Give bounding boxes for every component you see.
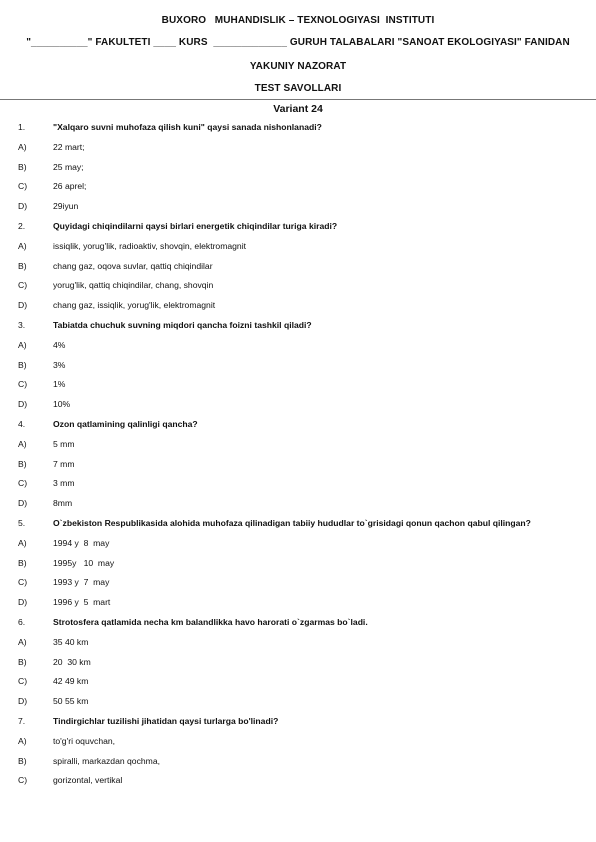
answer-option — [0, 276, 596, 296]
option-letter: C) — [18, 676, 28, 687]
option-text: yorug'lik, qattiq chiqindilar, chang, shovqin — [53, 280, 214, 291]
option-text: chang gaz, oqova suvlar, qattiq chiqindilar — [53, 260, 213, 271]
question-text: Quyidagi chiqindilarni qaysi birlari energetik chiqindilar turiga kiradi? — [53, 220, 338, 231]
answer-option — [0, 336, 596, 356]
answer-option — [0, 257, 596, 277]
variant-label: Variant 24 — [273, 103, 323, 115]
question-2 — [0, 217, 596, 237]
question-number: 1. — [18, 122, 26, 132]
question-number: 2. — [18, 220, 26, 231]
option-text: to'g'ri oquvchan, — [53, 735, 116, 746]
option-letter: B) — [18, 161, 27, 172]
option-text: 8mm — [53, 498, 73, 509]
exam-title: YAKUNIY NAZORAT — [249, 61, 347, 72]
question-number: 6. — [18, 616, 26, 627]
question-4 — [0, 415, 596, 435]
option-letter: C) — [18, 379, 28, 390]
answer-option — [0, 593, 596, 613]
question-1 — [0, 118, 596, 138]
option-text: chang gaz, issiqlik, yorug'lik, elektromagnit — [53, 300, 216, 311]
option-letter: B) — [18, 656, 27, 667]
question-7 — [0, 712, 596, 732]
header-divider — [0, 99, 596, 100]
option-letter: D) — [18, 201, 28, 212]
option-letter: C) — [18, 577, 28, 588]
option-letter: C) — [18, 478, 28, 489]
option-text: 26 aprel; — [53, 181, 87, 192]
option-letter: D) — [18, 696, 28, 707]
answer-option — [0, 177, 596, 197]
option-letter: A) — [18, 438, 27, 449]
section-title: TEST SAVOLLARI — [254, 83, 342, 94]
answer-option — [0, 633, 596, 653]
option-letter: A) — [18, 537, 27, 548]
option-letter: D) — [18, 597, 28, 608]
option-text: spiralli, markazdan qochma, — [53, 755, 160, 766]
option-letter: D) — [18, 498, 28, 509]
option-letter: A) — [18, 240, 27, 251]
question-3 — [0, 316, 596, 336]
option-letter: B) — [18, 458, 27, 469]
option-letter: A) — [18, 636, 27, 647]
answer-option — [0, 138, 596, 158]
option-text: 7 mm — [53, 458, 75, 469]
question-text: Ozon qatlamining qalinligi qancha? — [53, 418, 198, 429]
answer-option — [0, 554, 596, 574]
answer-option — [0, 474, 596, 494]
option-letter: D) — [18, 300, 28, 311]
option-letter: C) — [18, 775, 28, 786]
option-text: 1994 y 8 may — [53, 537, 110, 548]
option-text: 10% — [53, 399, 71, 410]
option-text: 20 30 km — [53, 656, 91, 667]
answer-option — [0, 692, 596, 712]
option-letter: C) — [18, 181, 28, 192]
option-letter: B) — [18, 359, 27, 370]
answer-option — [0, 375, 596, 395]
option-letter: C) — [18, 280, 28, 291]
option-text: 4% — [53, 339, 66, 350]
answer-option — [0, 672, 596, 692]
option-text: 25 may; — [53, 161, 84, 172]
option-letter: A) — [18, 339, 27, 350]
option-text: gorizontal, vertikal — [53, 775, 123, 786]
question-text: "Xalqaro suvni muhofaza qilish kuni" qaysi sanada nishonlanadi? — [53, 122, 322, 132]
answer-option — [0, 395, 596, 415]
answer-option — [0, 653, 596, 673]
option-text: 50 55 km — [53, 696, 89, 707]
option-letter: B) — [18, 557, 27, 568]
option-letter: B) — [18, 260, 27, 271]
option-letter: A) — [18, 735, 27, 746]
question-text: Tabiatda chuchuk suvning miqdori qancha foizni tashkil qiladi? — [53, 319, 312, 330]
option-text: 3 mm — [53, 478, 75, 489]
question-text: Strotosfera qatlamida necha km balandlikka havo harorati o`zgarmas bo`ladi. — [53, 616, 368, 627]
question-text: O`zbekiston Respublikasida alohida muhofaza qilinadigan tabiiy hududlar to`grisidagi qonun qachon qabul qilingan? — [53, 517, 531, 528]
answer-option — [0, 356, 596, 376]
answer-option — [0, 771, 596, 791]
question-number: 7. — [18, 715, 26, 726]
answer-option — [0, 752, 596, 772]
answer-option — [0, 197, 596, 217]
option-text: 3% — [53, 359, 66, 370]
option-letter: A) — [18, 141, 27, 152]
faculty-line: "__________" FAKULTETI ____ KURS _____________ GURUH TALABALARI "SANOAT EKOLOGIYASI" FANIDAN — [26, 37, 570, 48]
answer-option — [0, 237, 596, 257]
option-text: 1% — [53, 379, 66, 390]
option-letter: D) — [18, 399, 28, 410]
answer-option — [0, 296, 596, 316]
option-text: 42 49 km — [53, 676, 89, 687]
option-text: 35 40 km — [53, 636, 89, 647]
question-number: 5. — [18, 517, 26, 528]
option-text: issiqlik, yorug'lik, radioaktiv, shovqin, elektromagnit — [53, 240, 247, 251]
answer-option — [0, 494, 596, 514]
option-text: 5 mm — [53, 438, 75, 449]
option-letter: B) — [18, 755, 27, 766]
answer-option — [0, 158, 596, 178]
question-number: 4. — [18, 418, 26, 429]
question-text: Tindirgichlar tuzilishi jihatidan qaysi turlarga bo'linadi? — [53, 715, 279, 726]
question-5 — [0, 514, 596, 534]
option-text: 22 mart; — [53, 141, 85, 152]
question-number: 3. — [18, 319, 26, 330]
institute-title: BUXORO MUHANDISLIK – TEXNOLOGIYASI INSTITUTI — [161, 15, 435, 26]
option-text: 1996 y 5 mart — [53, 597, 111, 608]
option-text: 1995y 10 may — [53, 557, 115, 568]
answer-option — [0, 573, 596, 593]
answer-option — [0, 534, 596, 554]
option-text: 29iyun — [53, 201, 79, 212]
question-6 — [0, 613, 596, 633]
answer-option — [0, 732, 596, 752]
answer-option — [0, 435, 596, 455]
option-text: 1993 y 7 may — [53, 577, 110, 588]
question-list — [0, 118, 596, 791]
answer-option — [0, 455, 596, 475]
